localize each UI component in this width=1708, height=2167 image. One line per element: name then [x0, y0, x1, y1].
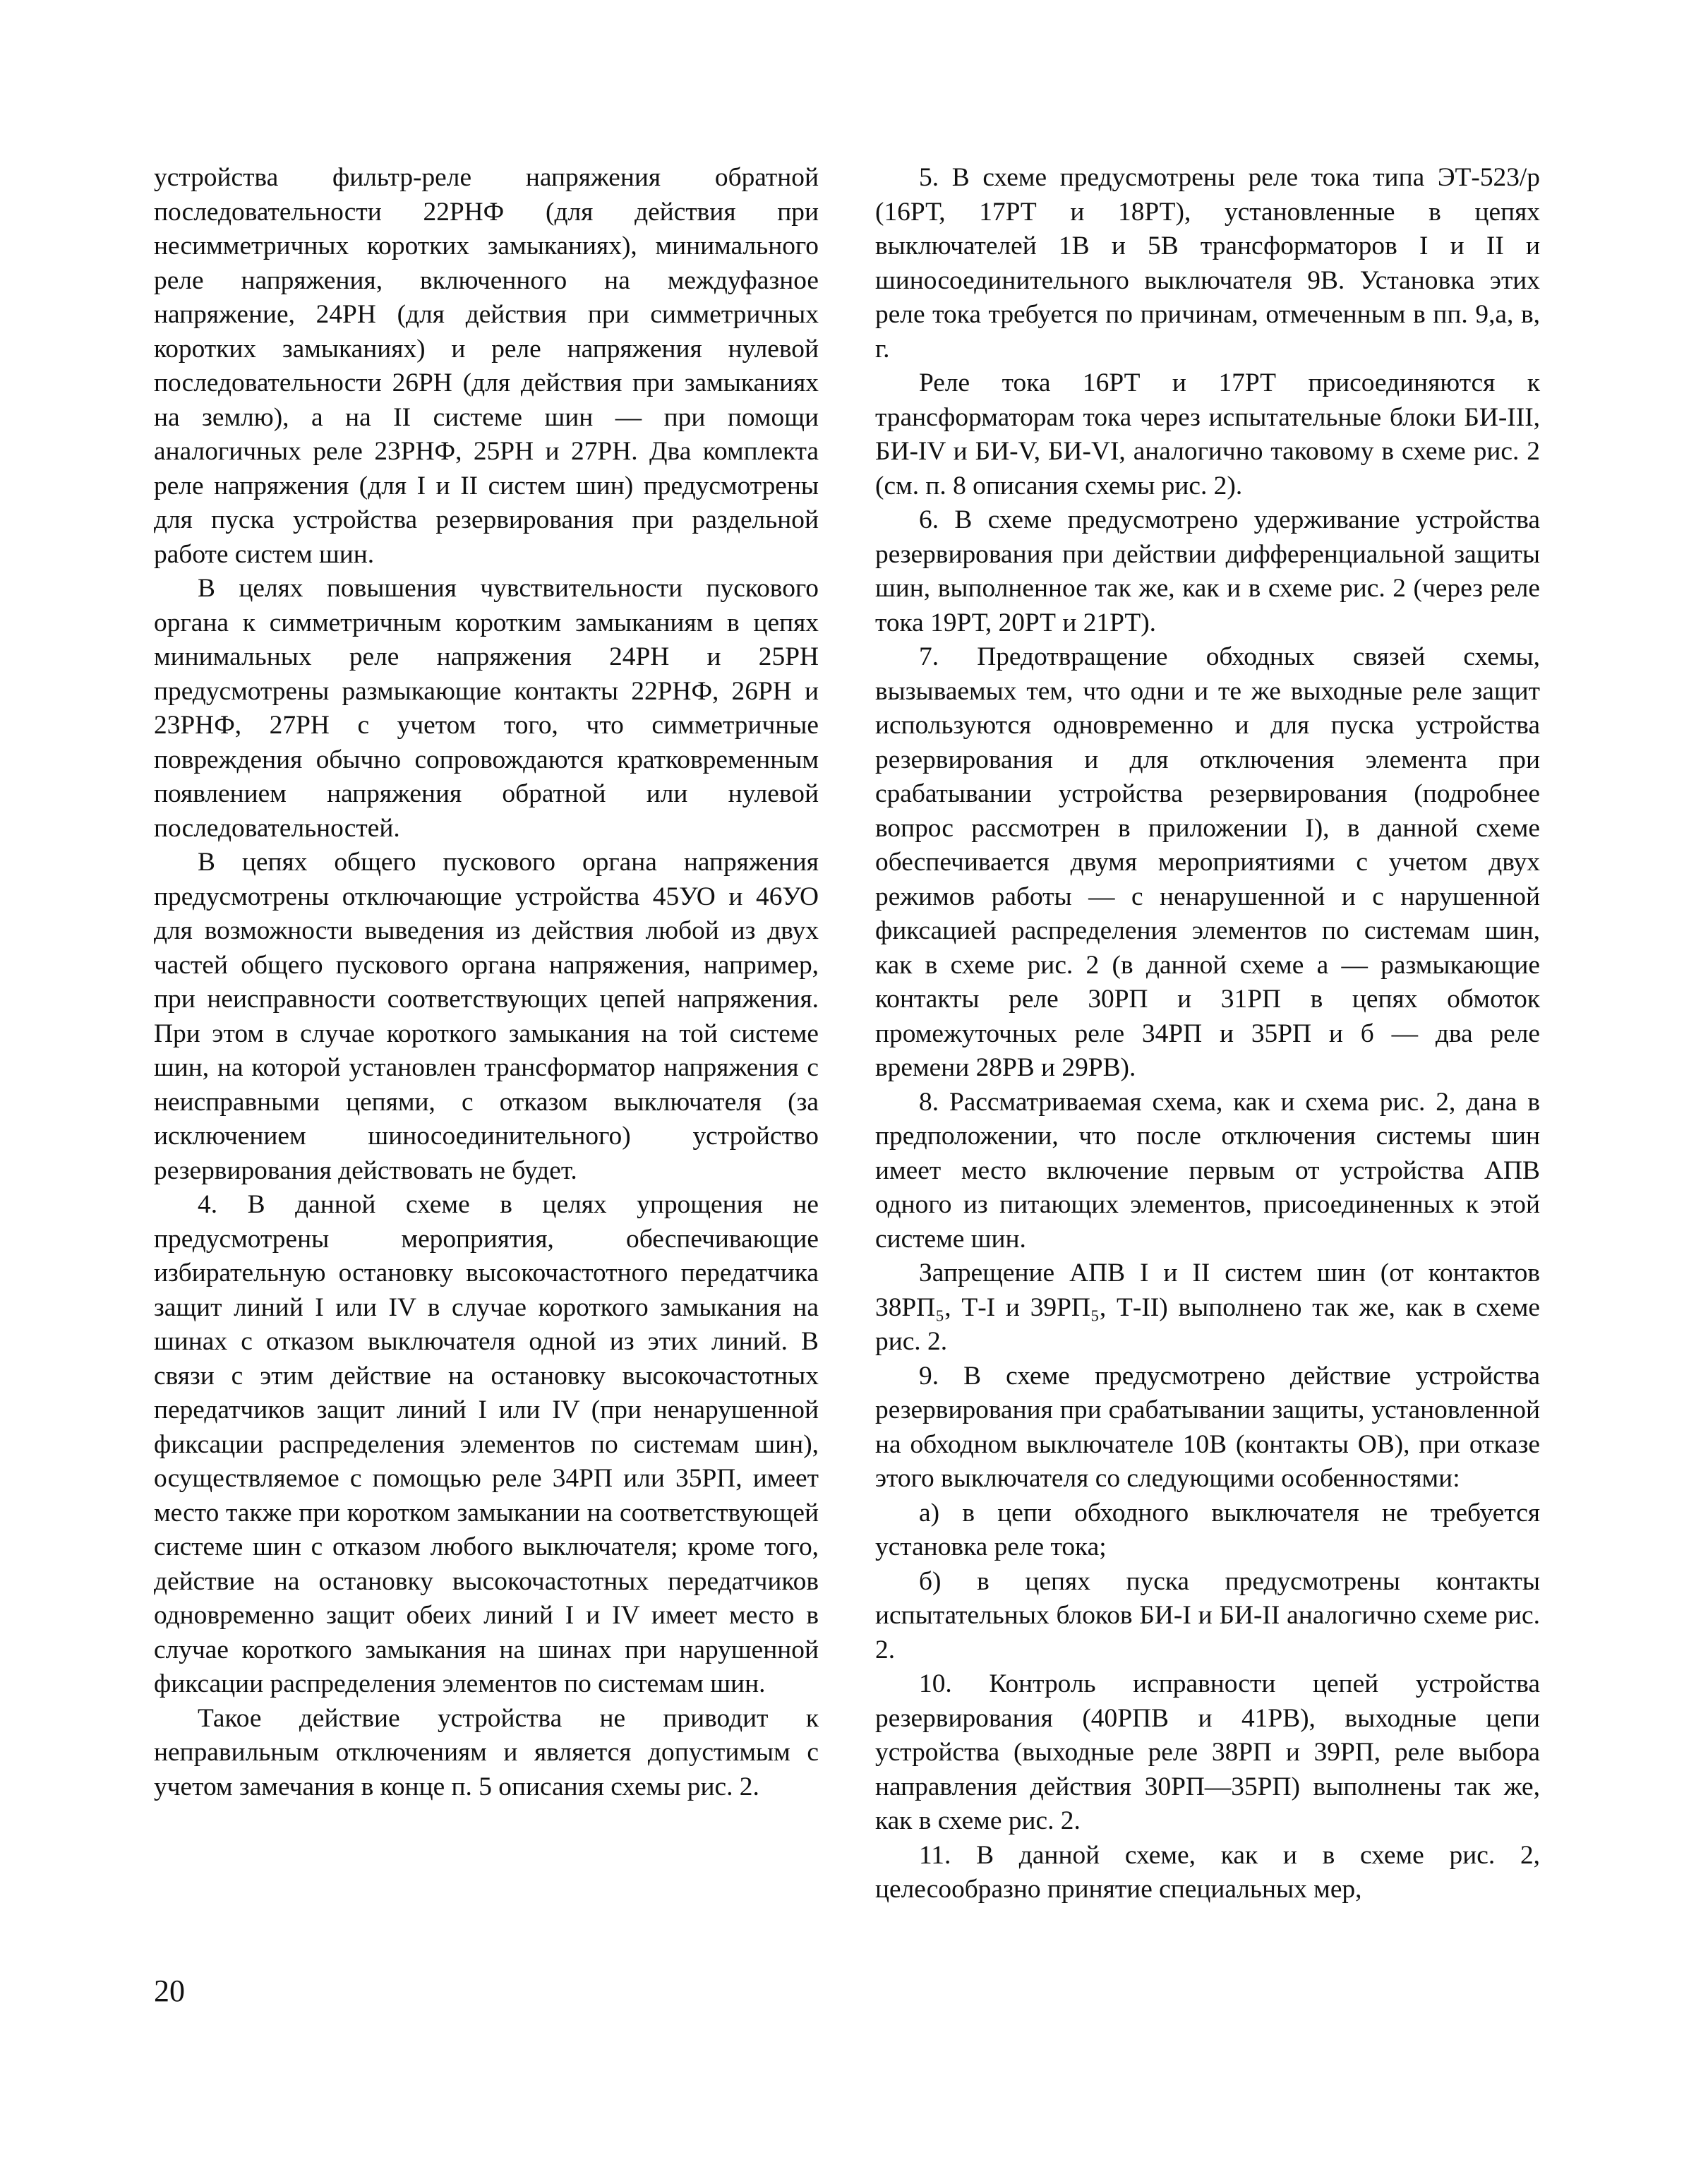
paragraph: 7. Предотвращение обходных связей схемы, вызываемых тем, что одни и те же выходные реле защит используются одновременно и для пуска устройства резервирования и для отключения элемента при срабатывании устройства резервирования (подробнее вопрос рассмотрен в приложении I), в данной схеме обеспечивается двумя мероприятиями с учетом двух режимов работы — с ненарушенной и с нарушенной фиксацией распределения элементов по системам шин, как в схеме рис. 2 (в данной схеме а — размыкающие контакты реле 30РП и 31РП в цепях обмоток промежуточных реле 34РП и 35РП и б — два реле времени 28РВ и 29РВ).	[875, 642, 1540, 1082]
paragraph: устройства фильтр-реле напряжения обратной последовательности 22РНФ (для действия при несимметричных коротких замыканиях), минимального реле напряжения, включенного на междуфазное напряжение, 24РН (для действия при симметричных коротких замыканиях) и реле напряжения нулевой последовательности 26РН (для действия при замыканиях на землю), а на II системе шин — при помощи аналогичных реле 23РНФ, 25РН и 27РН. Два комплекта реле напряжения (для I и II систем шин) предусмотрены для пуска устройства резервирования при раздельной работе систем шин.	[154, 163, 819, 569]
paragraph: 8. Рассматриваемая схема, как и схема рис. 2, дана в предположении, что после отключения системы шин имеет место включение первым от устройства АПВ одного из питающих элементов, присоединенных к этой системе шин.	[875, 1087, 1540, 1254]
left-text-column	[154, 161, 819, 1804]
paragraph: Реле тока 16РТ и 17РТ присоединяются к трансформаторам тока через испытательные блоки БИ-III, БИ-IV и БИ-V, БИ-VI, аналогично таковому в схеме рис. 2 (см. п. 8 описания схемы рис. 2).	[875, 368, 1540, 500]
paragraph: а) в цепи обходного выключателя не требуется установка реле тока;	[875, 1498, 1540, 1561]
paragraph: б) в цепях пуска предусмотрены контакты испытательных блоков БИ-I и БИ-II аналогично схеме рис. 2.	[875, 1566, 1540, 1664]
paragraph: Запрещение АПВ I и II систем шин (от контактов 38РП₅, Т-I и 39РП₅, Т-II) выполнено так же, как в схеме рис. 2.	[875, 1259, 1540, 1356]
paragraph: В целях повышения чувствительности пускового органа к симметричным коротким замыканиям в цепях минимальных реле напряжения 24РН и 25РН предусмотрены размыкающие контакты 22РНФ, 26РН и 23РНФ, 27РН с учетом того, что симметричные повреждения обычно сопровождаются кратковременным появлением напряжения обратной или нулевой последовательностей.	[154, 574, 819, 843]
page-number: 20	[154, 1974, 185, 2008]
paragraph: 11. В данной схеме, как и в схеме рис. 2, целесообразно принятие специальных мер,	[875, 1840, 1540, 1904]
paragraph: 4. В данной схеме в целях упрощения не предусмотрены мероприятия, обеспечивающие избирательную остановку высокочастотного передатчика защит линий I или IV в случае короткого замыкания на шинах с отказом выключателя одной из этих линий. В связи с этим действие на остановку высокочастотных передатчиков защит линий I или IV (при ненарушенной фиксации распределения элементов по системам шин), осуществляемое с помощью реле 34РП или 35РП, имеет место также при коротком замыкании на соответствующей системе шин с отказом любого выключателя; кроме того, действие на остановку высокочастотных передатчиков одновременно защит обеих линий I и IV имеет место в случае короткого замыкания на шинах при нарушенной фиксации распределения элементов по системам шин.	[154, 1190, 819, 1698]
paragraph: 10. Контроль исправности цепей устройства резервирования (40РПВ и 41РВ), выходные цепи устройства (выходные реле 38РП и 39РП, реле выбора направления действия 30РП—35РП) выполнены так же, как в схеме рис. 2.	[875, 1669, 1540, 1835]
paragraph: В цепях общего пускового органа напряжения предусмотрены отключающие устройства 45УО и 46УО для возможности выведения из действия любой из двух частей общего пускового органа напряжения, например, при неисправности соответствующих цепей напряжения. При этом в случае короткого замыкания на той системе шин, на которой установлен трансформатор напряжения с неисправными цепями, с отказом выключателя (за исключением шиносоединительного) устройство резервирования действовать не будет.	[154, 848, 819, 1185]
paragraph: 9. В схеме предусмотрено действие устройства резервирования при срабатывании защиты, установленной на обходном выключателе 10В (контакты ОВ), при отказе этого выключателя со следующими особенностями:	[875, 1361, 1540, 1493]
paragraph: 6. В схеме предусмотрено удерживание устройства резервирования при действии дифференциальной защиты шин, выполненное так же, как и в схеме рис. 2 (через реле тока 19РТ, 20РТ и 21РТ).	[875, 505, 1540, 637]
paragraph: 5. В схеме предусмотрены реле тока типа ЭТ-523/р (16РТ, 17РТ и 18РТ), установленные в цепях выключателей 1В и 5В трансформаторов I и II и шиносоединительного выключателя 9В. Установка этих реле тока требуется по причинам, отмеченным в пп. 9,а, в, г.	[875, 163, 1540, 364]
right-text-column	[875, 161, 1540, 1907]
paragraph: Такое действие устройства не приводит к неправильным отключениям и является допустимым с учетом замечания в конце п. 5 описания схемы рис. 2.	[154, 1703, 819, 1801]
